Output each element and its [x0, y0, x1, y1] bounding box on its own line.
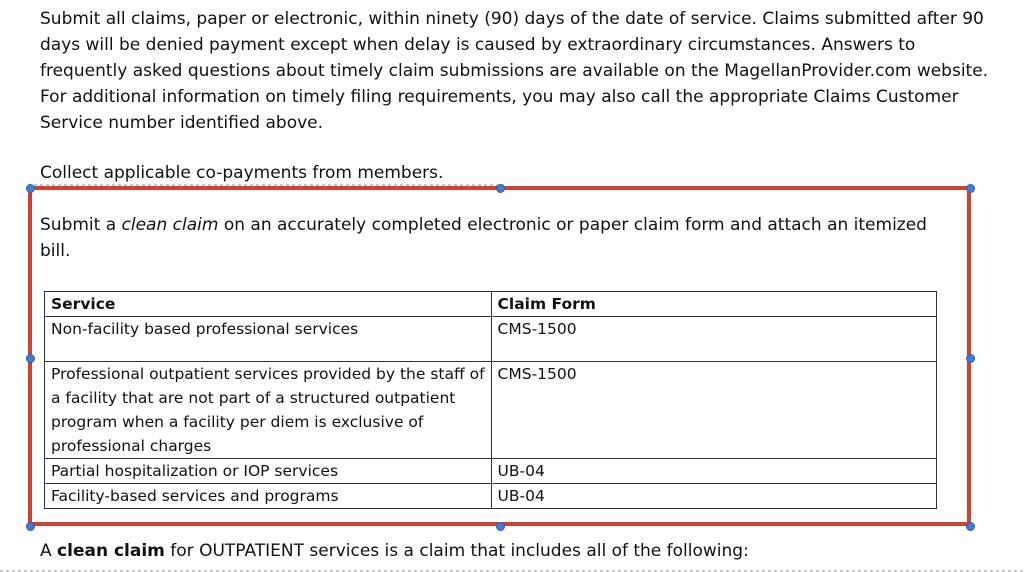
table-row	[45, 317, 937, 362]
resize-handle-middle-left[interactable]	[26, 354, 35, 363]
resize-handle-top-right[interactable]	[966, 184, 975, 193]
claim-form-cell: UB-04	[491, 459, 936, 484]
resize-handle-bottom-right[interactable]	[966, 522, 975, 531]
clean-claim-definition	[40, 538, 749, 564]
resize-handle-bottom-left[interactable]	[26, 522, 35, 531]
table-header-row	[45, 292, 937, 317]
service-cell: Professional outpatient services provided by the staff of a facility that are not part of a structured outpatient program when a facility per diem is exclusive of professional charges	[45, 362, 492, 459]
claim-form-cell: CMS-1500	[491, 362, 936, 459]
clean-text-pre: A	[40, 541, 58, 561]
submit-text-pre: Submit a	[40, 215, 122, 235]
claim-form-column-header: Claim Form	[491, 292, 936, 317]
service-cell: Facility-based services and programs	[45, 484, 492, 509]
timely-filing-paragraph: Submit all claims, paper or electronic, within ninety (90) days of the date of service. Claims submitted after 90 days will be denied payment except when delay is caused by extraordinary circumstances. Answers to frequently asked questions about timely claim submissions are available on the MagellanProvider.com website. For additional information on timely filing requirements, you may also call the appropriate Claims Customer Service number identified above.	[40, 9, 989, 133]
submit-claim-paragraph	[40, 212, 960, 264]
clean-text-post: for OUTPATIENT services is a claim that includes all of the following:	[164, 541, 749, 561]
table-row	[45, 484, 937, 509]
service-column-header: Service	[45, 292, 492, 317]
resize-handle-bottom-middle[interactable]	[496, 522, 505, 531]
submit-text-post: on an accurately completed electronic or paper claim form and attach an itemized bill.	[40, 215, 927, 261]
resize-handle-top-middle[interactable]	[496, 184, 505, 193]
copay-paragraph: Collect applicable co-payments from members.	[40, 163, 444, 183]
table-row	[45, 459, 937, 484]
resize-handle-top-left[interactable]	[26, 184, 35, 193]
table-row	[45, 362, 937, 459]
clean-claim-bold: clean claim	[57, 541, 165, 561]
clean-claim-term: clean claim	[121, 215, 219, 235]
claim-form-cell: UB-04	[491, 484, 936, 509]
claim-form-cell: CMS-1500	[491, 317, 936, 362]
claim-form-table	[44, 291, 937, 509]
resize-handle-middle-right[interactable]	[966, 354, 975, 363]
service-cell: Partial hospitalization or IOP services	[45, 459, 492, 484]
service-cell: Non-facility based professional services	[45, 317, 492, 362]
